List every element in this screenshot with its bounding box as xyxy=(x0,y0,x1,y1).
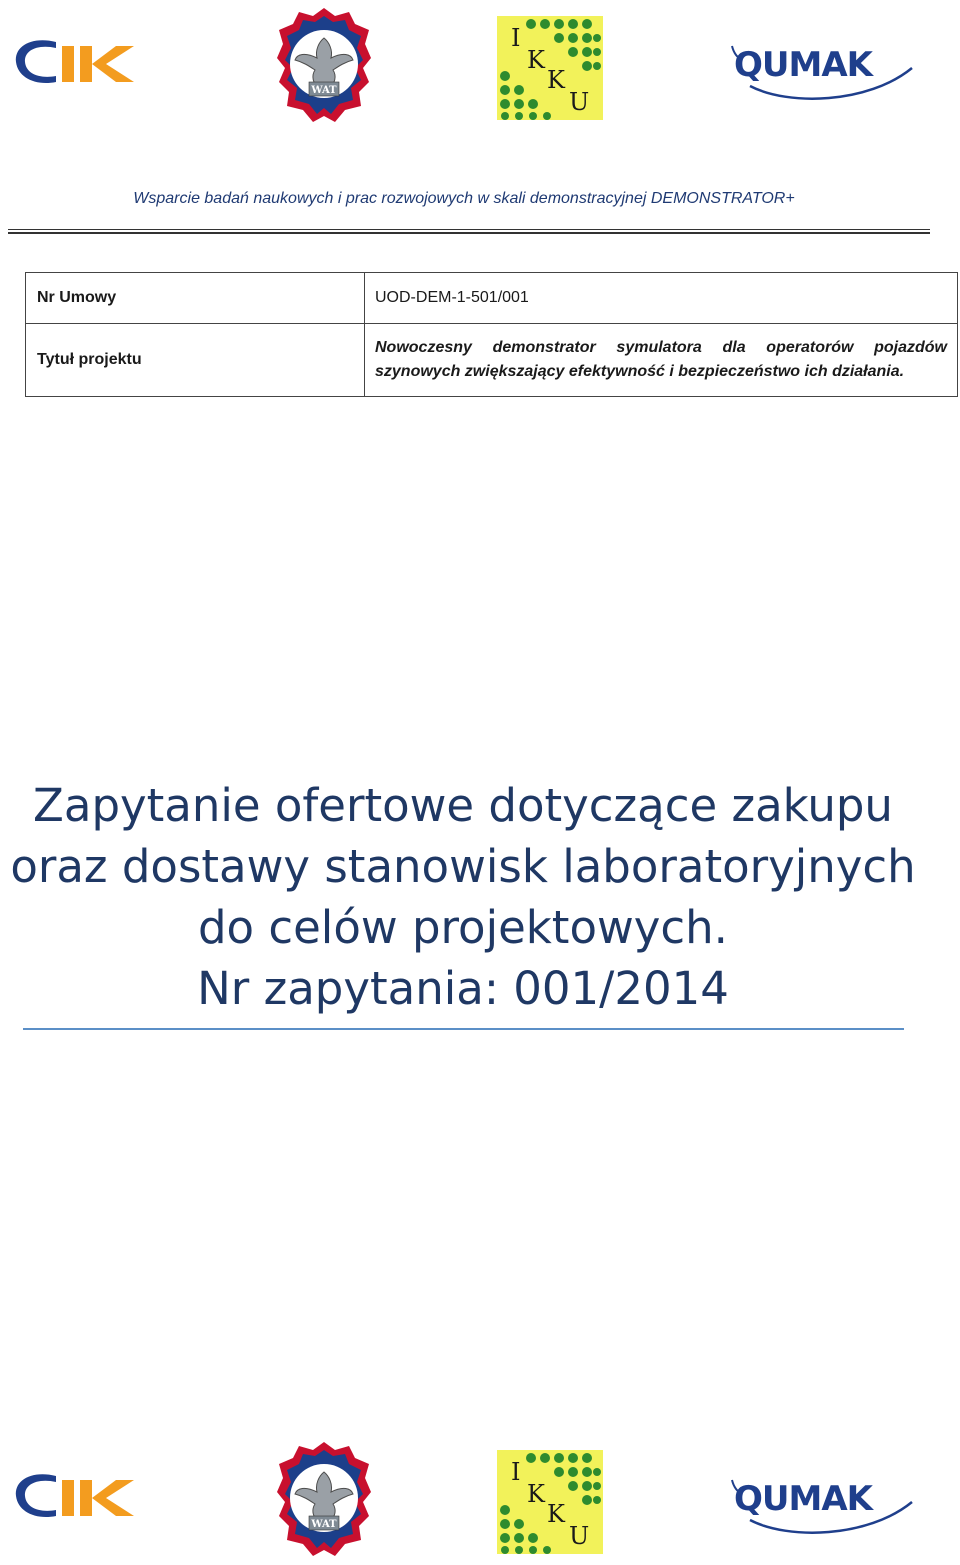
cik-logo-k-stem xyxy=(80,46,92,82)
wat-emblem-label: WAT xyxy=(311,85,337,96)
ikku-letter-i: I xyxy=(511,24,521,52)
header-divider-thick xyxy=(8,232,930,234)
cik-logo xyxy=(12,34,140,90)
wat-emblem-label: WAT xyxy=(311,1519,337,1530)
contract-number-label: Nr Umowy xyxy=(26,273,365,324)
ikku-letter-u: U xyxy=(569,1522,590,1550)
qumak-logo-text: QUMAK xyxy=(734,45,873,85)
header-divider-thin xyxy=(8,229,930,230)
main-heading-line-1: Zapytanie ofertowe dotyczące zakupu xyxy=(33,779,893,832)
ikku-letter-i: I xyxy=(511,1458,521,1486)
footer-logo-row xyxy=(0,1440,960,1560)
cik-logo xyxy=(12,1468,140,1524)
table-row xyxy=(26,324,958,397)
project-title-line-2: szynowych zwiększający efektywność i bezpieczeństwo ich działania. xyxy=(375,363,905,380)
ikku-letter-k2: K xyxy=(547,1500,565,1528)
cik-logo-k-arms xyxy=(92,46,134,82)
cik-logo-k-stem xyxy=(80,1480,92,1516)
cik-logo-c-mark xyxy=(16,40,56,83)
ikku-letter-k2: K xyxy=(547,66,565,94)
ikku-letter-k1: K xyxy=(527,46,545,74)
main-heading xyxy=(0,775,926,1019)
heading-underline xyxy=(23,1028,904,1030)
project-title-value xyxy=(365,324,958,397)
header-logo-row xyxy=(0,6,960,126)
contract-number-value: UOD-DEM-1-501/001 xyxy=(365,273,958,324)
qumak-logo xyxy=(728,40,918,106)
table-row xyxy=(26,273,958,324)
cik-logo-k-arms xyxy=(92,1480,134,1516)
wat-emblem xyxy=(275,1440,373,1558)
project-tagline: Wsparcie badań naukowych i prac rozwojowych w skali demonstracyjnej DEMONSTRATOR+ xyxy=(133,190,795,207)
ikku-letter-u: U xyxy=(569,88,590,116)
project-title-line-1: Nowoczesny demonstrator symulatora dla operatorów pojazdów xyxy=(375,339,947,356)
cik-logo-i-mark xyxy=(62,46,74,82)
ikku-letter-k1: K xyxy=(527,1480,545,1508)
qumak-logo xyxy=(728,1474,918,1540)
qumak-logo-text: QUMAK xyxy=(734,1479,873,1519)
ikku-logo xyxy=(497,16,603,120)
project-title-label: Tytuł projektu xyxy=(26,324,365,397)
project-info-table xyxy=(25,272,958,397)
wat-emblem xyxy=(275,6,373,124)
cik-logo-i-mark xyxy=(62,1480,74,1516)
main-heading-line-3: do celów projektowych. xyxy=(197,901,728,954)
main-heading-line-2: oraz dostawy stanowisk laboratoryjnych xyxy=(10,840,916,893)
cik-logo-c-mark xyxy=(16,1474,56,1517)
main-heading-line-4: Nr zapytania: 001/2014 xyxy=(197,962,729,1015)
ikku-logo xyxy=(497,1450,603,1554)
